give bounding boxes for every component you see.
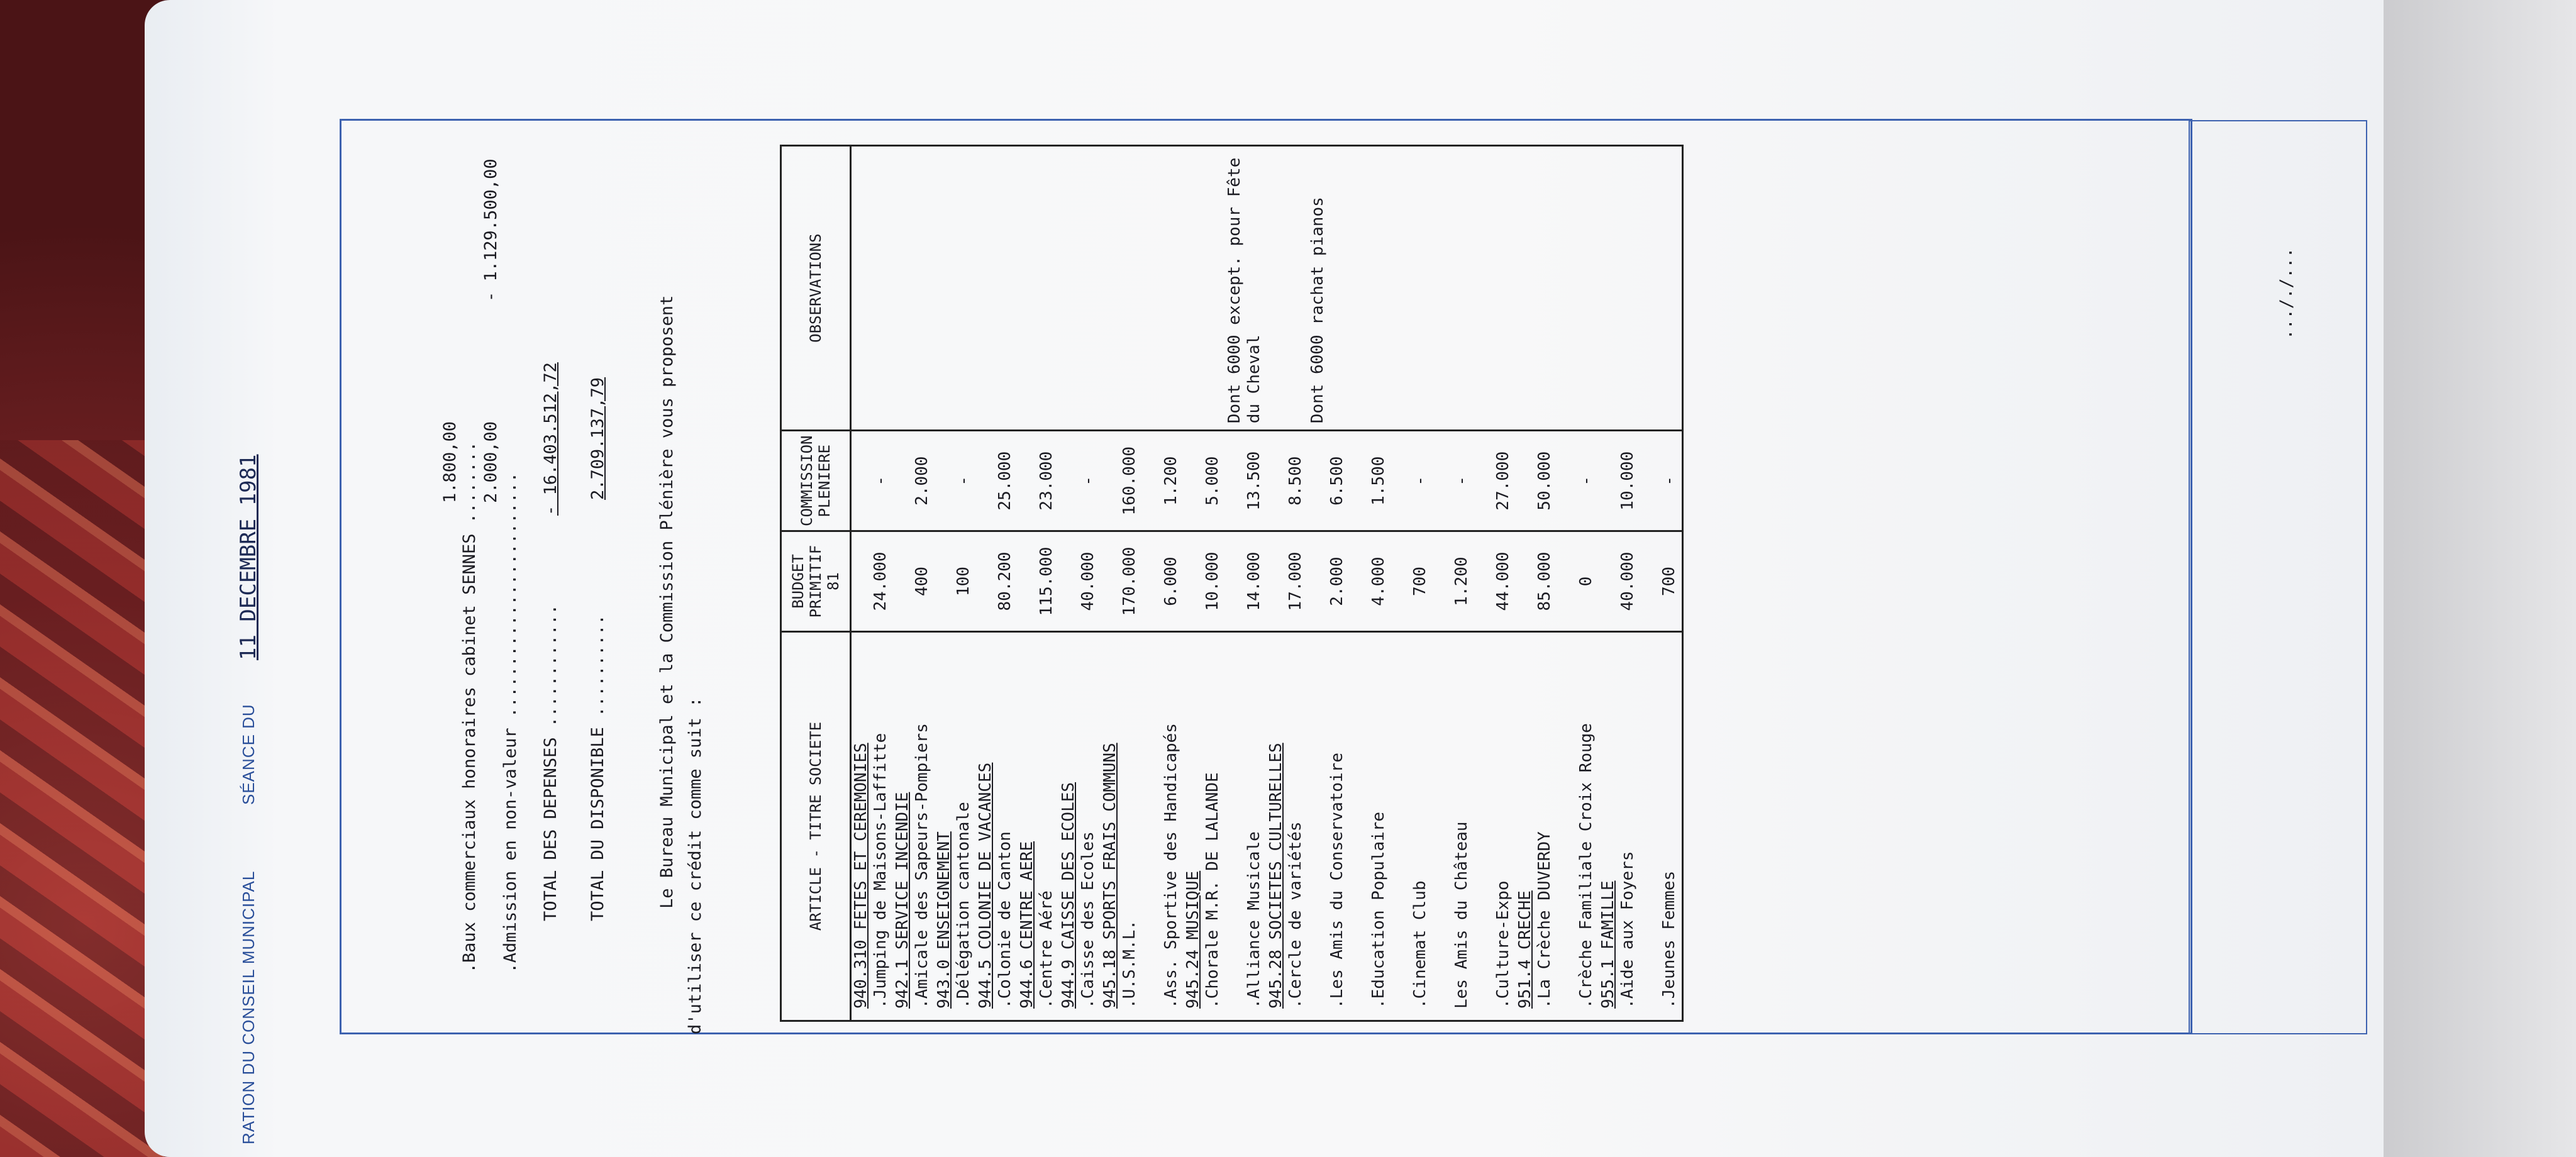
table-header-row [781,146,851,1021]
observation-cell [1474,147,1516,429]
budget-cell [1142,532,1184,631]
commission-cell-value: 27.000 [1494,451,1513,511]
society-name: .La Crèche DUVERDY [1535,831,1554,1009]
commission-cell [935,431,976,530]
intro-line-2-value: 2.000,00 [481,421,501,503]
budget-cell-value: 700 [1660,567,1679,597]
intro-line-1-value: 1.800,00 [440,421,460,503]
observation-cell [1267,147,1308,429]
budget-cell-value: 24.000 [871,551,890,611]
observation-cell [976,147,1018,429]
observation-cell [1350,147,1391,429]
col-header-observations: OBSERVATIONS [781,146,851,431]
article-title: 940.310 FETES ET CEREMONIES [852,743,870,1009]
society-name: .Délégation cantonale [954,802,973,1009]
budget-cell-value: 700 [1411,567,1430,597]
seance-date: 11 DECEMBRE 1981 [236,454,261,660]
commission-cell-value: - [871,475,890,486]
article-title: 944.9 CAISSE DES ECOLES [1059,782,1078,1009]
intro-line-2-extra: - 1.129.500,00 [481,158,501,302]
intro-line-1-label: .Baux commerciaux honoraires cabinet SENNES ........ [460,441,479,973]
article-list [852,633,1682,1020]
commission-cell-value: - [1452,475,1471,486]
society-name: .Jeunes Femmes [1660,870,1679,1009]
observation-cell [1184,147,1225,429]
table-row [1516,633,1557,1020]
budget-cell [1308,532,1350,631]
budget-cell-value: 80.200 [996,551,1014,611]
observation-cell [1142,147,1184,429]
commission-cell [1474,431,1516,530]
observation-cell [1557,147,1599,429]
budget-cell-value: 17.000 [1286,551,1305,611]
observation-cell [1599,147,1640,429]
commission-cell [1350,431,1391,530]
commission-cell-value: 160.000 [1120,446,1139,516]
col-article [851,631,1683,1021]
article-title: 944.5 COLONIE DE VACANCES [976,762,995,1009]
total-depenses-value: - 16.403.512,72 [541,362,560,516]
commission-cell-value: 5.000 [1203,456,1222,506]
commission-cell-value: - [954,475,973,486]
budget-cell-value: 4.000 [1369,556,1388,606]
budget-cell [935,532,976,631]
observation-cell [1308,147,1350,429]
table-row [1640,633,1682,1020]
budget-cell-value: 14.000 [1245,551,1263,611]
table-row [1433,633,1474,1020]
observation-cell [1018,147,1059,429]
observation-text: Dont 6000 rachat pianos [1308,197,1327,424]
commission-cell [893,431,935,530]
col-header-article: ARTICLE - TITRE SOCIETE [781,631,851,1021]
commission-cell-value: - [1660,475,1679,486]
seance-label: SÉANCE DU [239,704,258,805]
rotated-sheet [145,0,2384,1157]
budget-cell-value: 400 [913,567,931,597]
budget-cell-value: 2.000 [1328,556,1346,606]
commission-cell [1142,431,1184,530]
commission-cell [1059,431,1101,530]
observation-cell [1059,147,1101,429]
budget-cell-value: 100 [954,567,973,597]
commission-cell [1391,431,1433,530]
society-name: .Centre Aéré [1037,890,1056,1009]
table-row [1474,633,1516,1020]
observation-cell [1391,147,1433,429]
col-header-budget: BUDGET PRIMITIF 81 [781,531,851,632]
table-row [1059,633,1101,1020]
continuation-mark: ..././... [2277,247,2296,340]
table-row [1184,633,1225,1020]
commission-cell-value: - [1577,475,1596,486]
commission-cell [852,431,893,530]
commission-cell [1267,431,1308,530]
society-name: .Amicale des Sapeurs-Pompiers [913,723,931,1009]
commission-cell-value: 2.000 [913,456,931,506]
commission-cell [976,431,1018,530]
budget-cell [1516,532,1557,631]
col-header-commission: COMMISSION PLENIERE [781,431,851,531]
document-page [145,0,2384,1157]
table-row [1267,633,1308,1020]
commission-cell-value: 1.500 [1369,456,1388,506]
budget-cell [976,532,1018,631]
commission-cell [1018,431,1059,530]
observations-list [852,147,1682,429]
table-row [1308,633,1350,1020]
article-title: 942.1 SERVICE INCENDIE [893,792,912,1009]
observation-cell [935,147,976,429]
budget-cell-value: 10.000 [1203,551,1222,611]
budget-cell [1018,532,1059,631]
table-row [1225,633,1267,1020]
observation-cell [1225,147,1267,429]
commission-cell-value: - [1411,475,1430,486]
society-name: .U.S.M.L. [1120,920,1139,1009]
budget-cell [1225,532,1267,631]
commission-cell-value: 8.500 [1286,456,1305,506]
commission-cell-value: 13.500 [1245,451,1263,511]
commission-cell [1599,431,1640,530]
budget-cell [1101,532,1142,631]
table-row [1350,633,1391,1020]
total-depenses-label: TOTAL DES DEPENSES ............ [541,604,560,921]
commission-cell [1308,431,1350,530]
society-name: .Ass. Sportive des Handicapés [1162,723,1180,1009]
commission-cell-value: 23.000 [1037,451,1056,511]
observation-cell [1640,147,1682,429]
budget-list [852,532,1682,631]
commission-cell [1433,431,1474,530]
article-title: 955.1 FAMILLE [1599,880,1618,1009]
society-name: .Les Amis du Conservatoire [1328,753,1346,1009]
table-row [893,633,935,1020]
paragraph-line-2: d'utiliser ce crédit comme suit : [686,697,705,1034]
intro-line-2-label: .Admission en non-valeur ........................ [501,472,520,973]
article-title: 944.6 CENTRE AERE [1018,841,1036,1009]
budget-cell-value: 170.000 [1120,546,1139,616]
article-title: 943.0 ENSEIGNEMENT [935,831,953,1009]
society-name: .Education Populaire [1369,811,1388,1009]
budget-cell [1267,532,1308,631]
society-name: .Caisse des Ecoles [1079,831,1097,1009]
table-row [1142,633,1184,1020]
commission-cell-value: 1.200 [1162,456,1180,506]
article-title: 945.18 SPORTS FRAIS COMMUNS [1101,743,1119,1009]
article-title: 945.24 MUSIQUE [1184,870,1202,1009]
total-disponible-label: TOTAL DU DISPONIBLE .......... [588,614,608,921]
col-commission [851,431,1683,531]
budget-cell-value: 115.000 [1037,546,1056,616]
budget-cell [1059,532,1101,631]
budget-cell [1557,532,1599,631]
table-surface-right [2362,0,2576,1157]
article-title: 945.28 SOCIETES CULTURELLES [1267,743,1285,1009]
budget-cell [1474,532,1516,631]
commission-cell [1516,431,1557,530]
society-name: .Colonie de Canton [996,831,1014,1009]
table-row [852,633,893,1020]
budget-cell-value: 1.200 [1452,556,1471,606]
table-row [1557,633,1599,1020]
budget-cell [1640,532,1682,631]
society-name: .Cinemat Club [1411,880,1430,1009]
table-row [1599,633,1640,1020]
observation-cell [852,147,893,429]
society-name: .Aide aux Foyers [1618,851,1637,1009]
budget-cell [1350,532,1391,631]
budget-cell-value: 85.000 [1535,551,1554,611]
society-name: Les Amis du Château [1452,821,1471,1009]
observation-cell [1516,147,1557,429]
budget-cell-value: 6.000 [1162,556,1180,606]
society-name: .Alliance Musicale [1245,831,1263,1009]
society-name: .Cercle de variétés [1286,821,1305,1009]
commission-list [852,431,1682,530]
commission-cell [1225,431,1267,530]
observation-cell [893,147,935,429]
subsidies-table [780,145,1684,1022]
society-name: .Jumping de Maisons-Laffitte [871,733,890,1009]
intro-line-2 [481,472,540,1034]
society-name: .Chorale M.R. DE LALANDE [1203,772,1222,1009]
commission-cell [1640,431,1682,530]
commission-cell-value: 50.000 [1535,451,1554,511]
col-budget [851,531,1683,632]
table-row [1101,633,1142,1020]
col-observations [851,146,1683,431]
budget-cell-value: 0 [1577,576,1596,587]
budget-cell [893,532,935,631]
header-left: RATION DU CONSEIL MUNICIPAL [239,870,258,1144]
commission-cell-value: - [1079,475,1097,486]
observation-cell [1433,147,1474,429]
budget-cell [1599,532,1640,631]
budget-cell [1391,532,1433,631]
commission-cell [1184,431,1225,530]
table-row [976,633,1018,1020]
commission-cell-value: 25.000 [996,451,1014,511]
budget-cell-value: 40.000 [1618,551,1637,611]
observation-cell [1101,147,1142,429]
society-name: .Crèche Familiale Croix Rouge [1577,723,1596,1009]
table-row [1018,633,1059,1020]
commission-cell [1101,431,1142,530]
society-name: .Culture-Expo [1494,880,1513,1009]
table-row [1391,633,1433,1020]
total-disponible-value: 2.709.137,79 [588,377,608,500]
budget-cell [852,532,893,631]
budget-cell [1433,532,1474,631]
budget-cell [1184,532,1225,631]
table-row [935,633,976,1020]
observation-text: Dont 6000 except. pour Fête du Cheval [1225,157,1263,424]
budget-cell-value: 44.000 [1494,551,1513,611]
paragraph-line-1: Le Bureau Municipal et la Commission Plénière vous proposent [657,295,677,909]
table-body [851,146,1683,1021]
article-title: 951.4 CRECHE [1516,890,1535,1009]
budget-cell-value: 40.000 [1079,551,1097,611]
commission-cell [1557,431,1599,530]
commission-cell-value: 6.500 [1328,456,1346,506]
commission-cell-value: 10.000 [1618,451,1637,511]
